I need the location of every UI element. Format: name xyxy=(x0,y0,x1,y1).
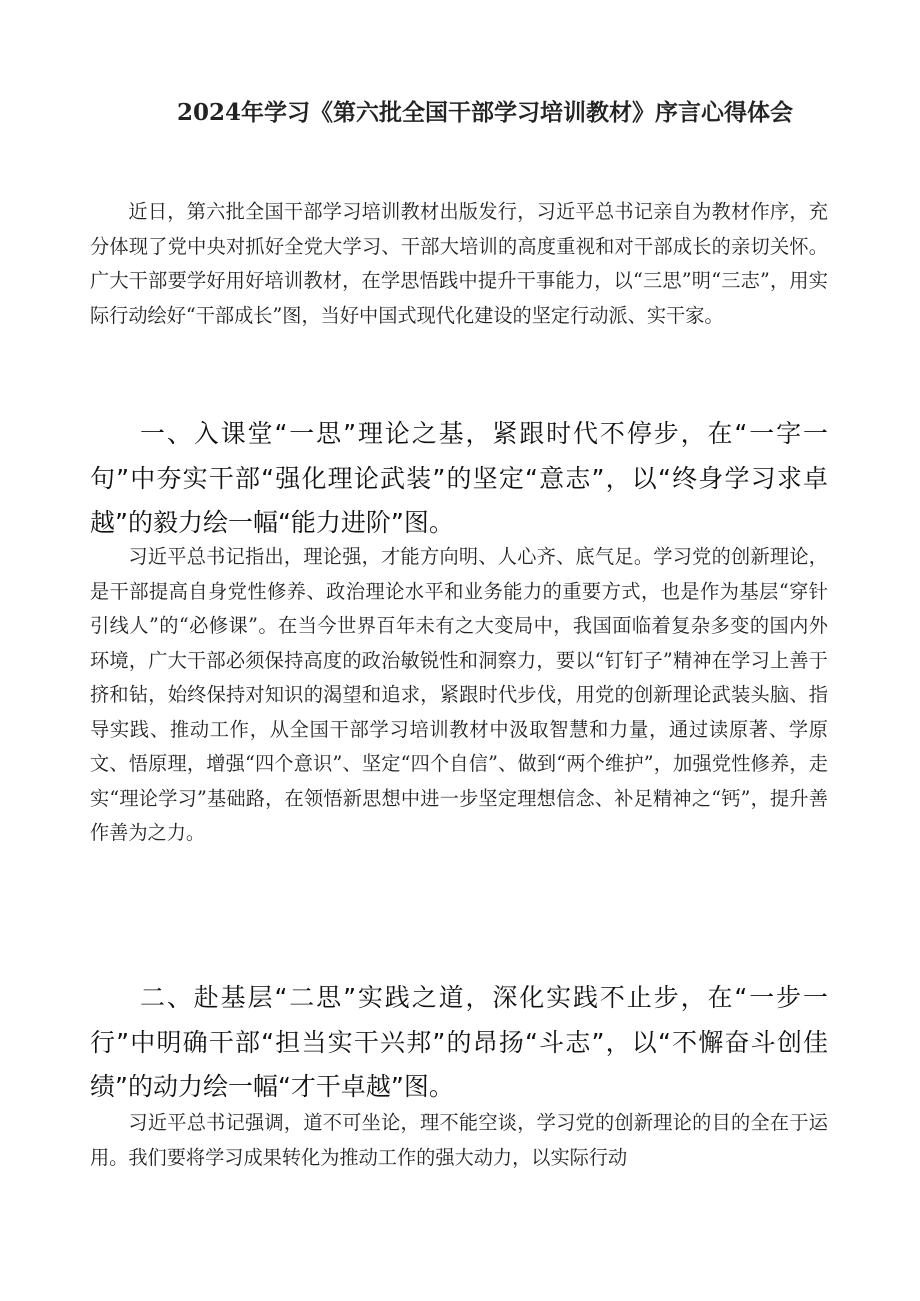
section-2-heading: 二、赴基层“二思”实践之道，深化实践不止步，在“一步一行”中明确干部“担当实干兴邦”的昂扬“斗志”，以“不懈奋斗创佳绩”的动力绘一幅“才干卓越”图。 xyxy=(90,983,828,1101)
section-2-paragraph: 习近平总书记强调，道不可坐论，理不能空谈，学习党的创新理论的目的全在于运用。我们要将学习成果转化为推动工作的强大动力，以实际行动 xyxy=(90,1111,828,1169)
section-1-paragraph: 习近平总书记指出，理论强，才能方向明、人心齐、底气足。学习党的创新理论，是干部提高自身党性修养、政治理论水平和业务能力的重要方式，也是作为基层“穿针引线人”的“必修课”。在当今世界百年未有之大变局中，我国面临着复杂多变的国内外环境，广大干部必须保持高度的政治敏锐性和洞察力，要以“钉钉子”精神在学习上善于挤和钻，始终保持对知识的渴望和追求，紧跟时代步伐，用党的创新理论武装头脑、指导实践、推动工作，从全国干部学习培训教材中汲取智慧和力量，通过读原著、学原文、悟原理，增强“四个意识”、坚定“四个自信”、做到“两个维护”，加强党性修养，走实“理论学习”基础路，在领悟新思想中进一步坚定理想信念、补足精神之“钙”，提升善作善为之力。 xyxy=(90,545,828,844)
section-1-heading: 一、入课堂“一思”理论之基，紧跟时代不停步，在“一字一句”中夯实干部“强化理论武装”的坚定“意志”，以“终身学习求卓越”的毅力绘一幅“能力进阶”图。 xyxy=(90,419,828,537)
document-title: 2024年学习《第六批全国干部学习培训教材》序言心得体会 xyxy=(176,99,793,126)
intro-paragraph: 近日，第六批全国干部学习培训教材出版发行，习近平总书记亲自为教材作序，充分体现了党中央对抓好全党大学习、干部大培训的高度重视和对干部成长的亲切关怀。广大干部要学好用好培训教材，在学思悟践中提升干事能力，以“三思”明“三志”，用实际行动绘好“干部成长”图，当好中国式现代化建设的坚定行动派、实干家。 xyxy=(90,200,828,327)
